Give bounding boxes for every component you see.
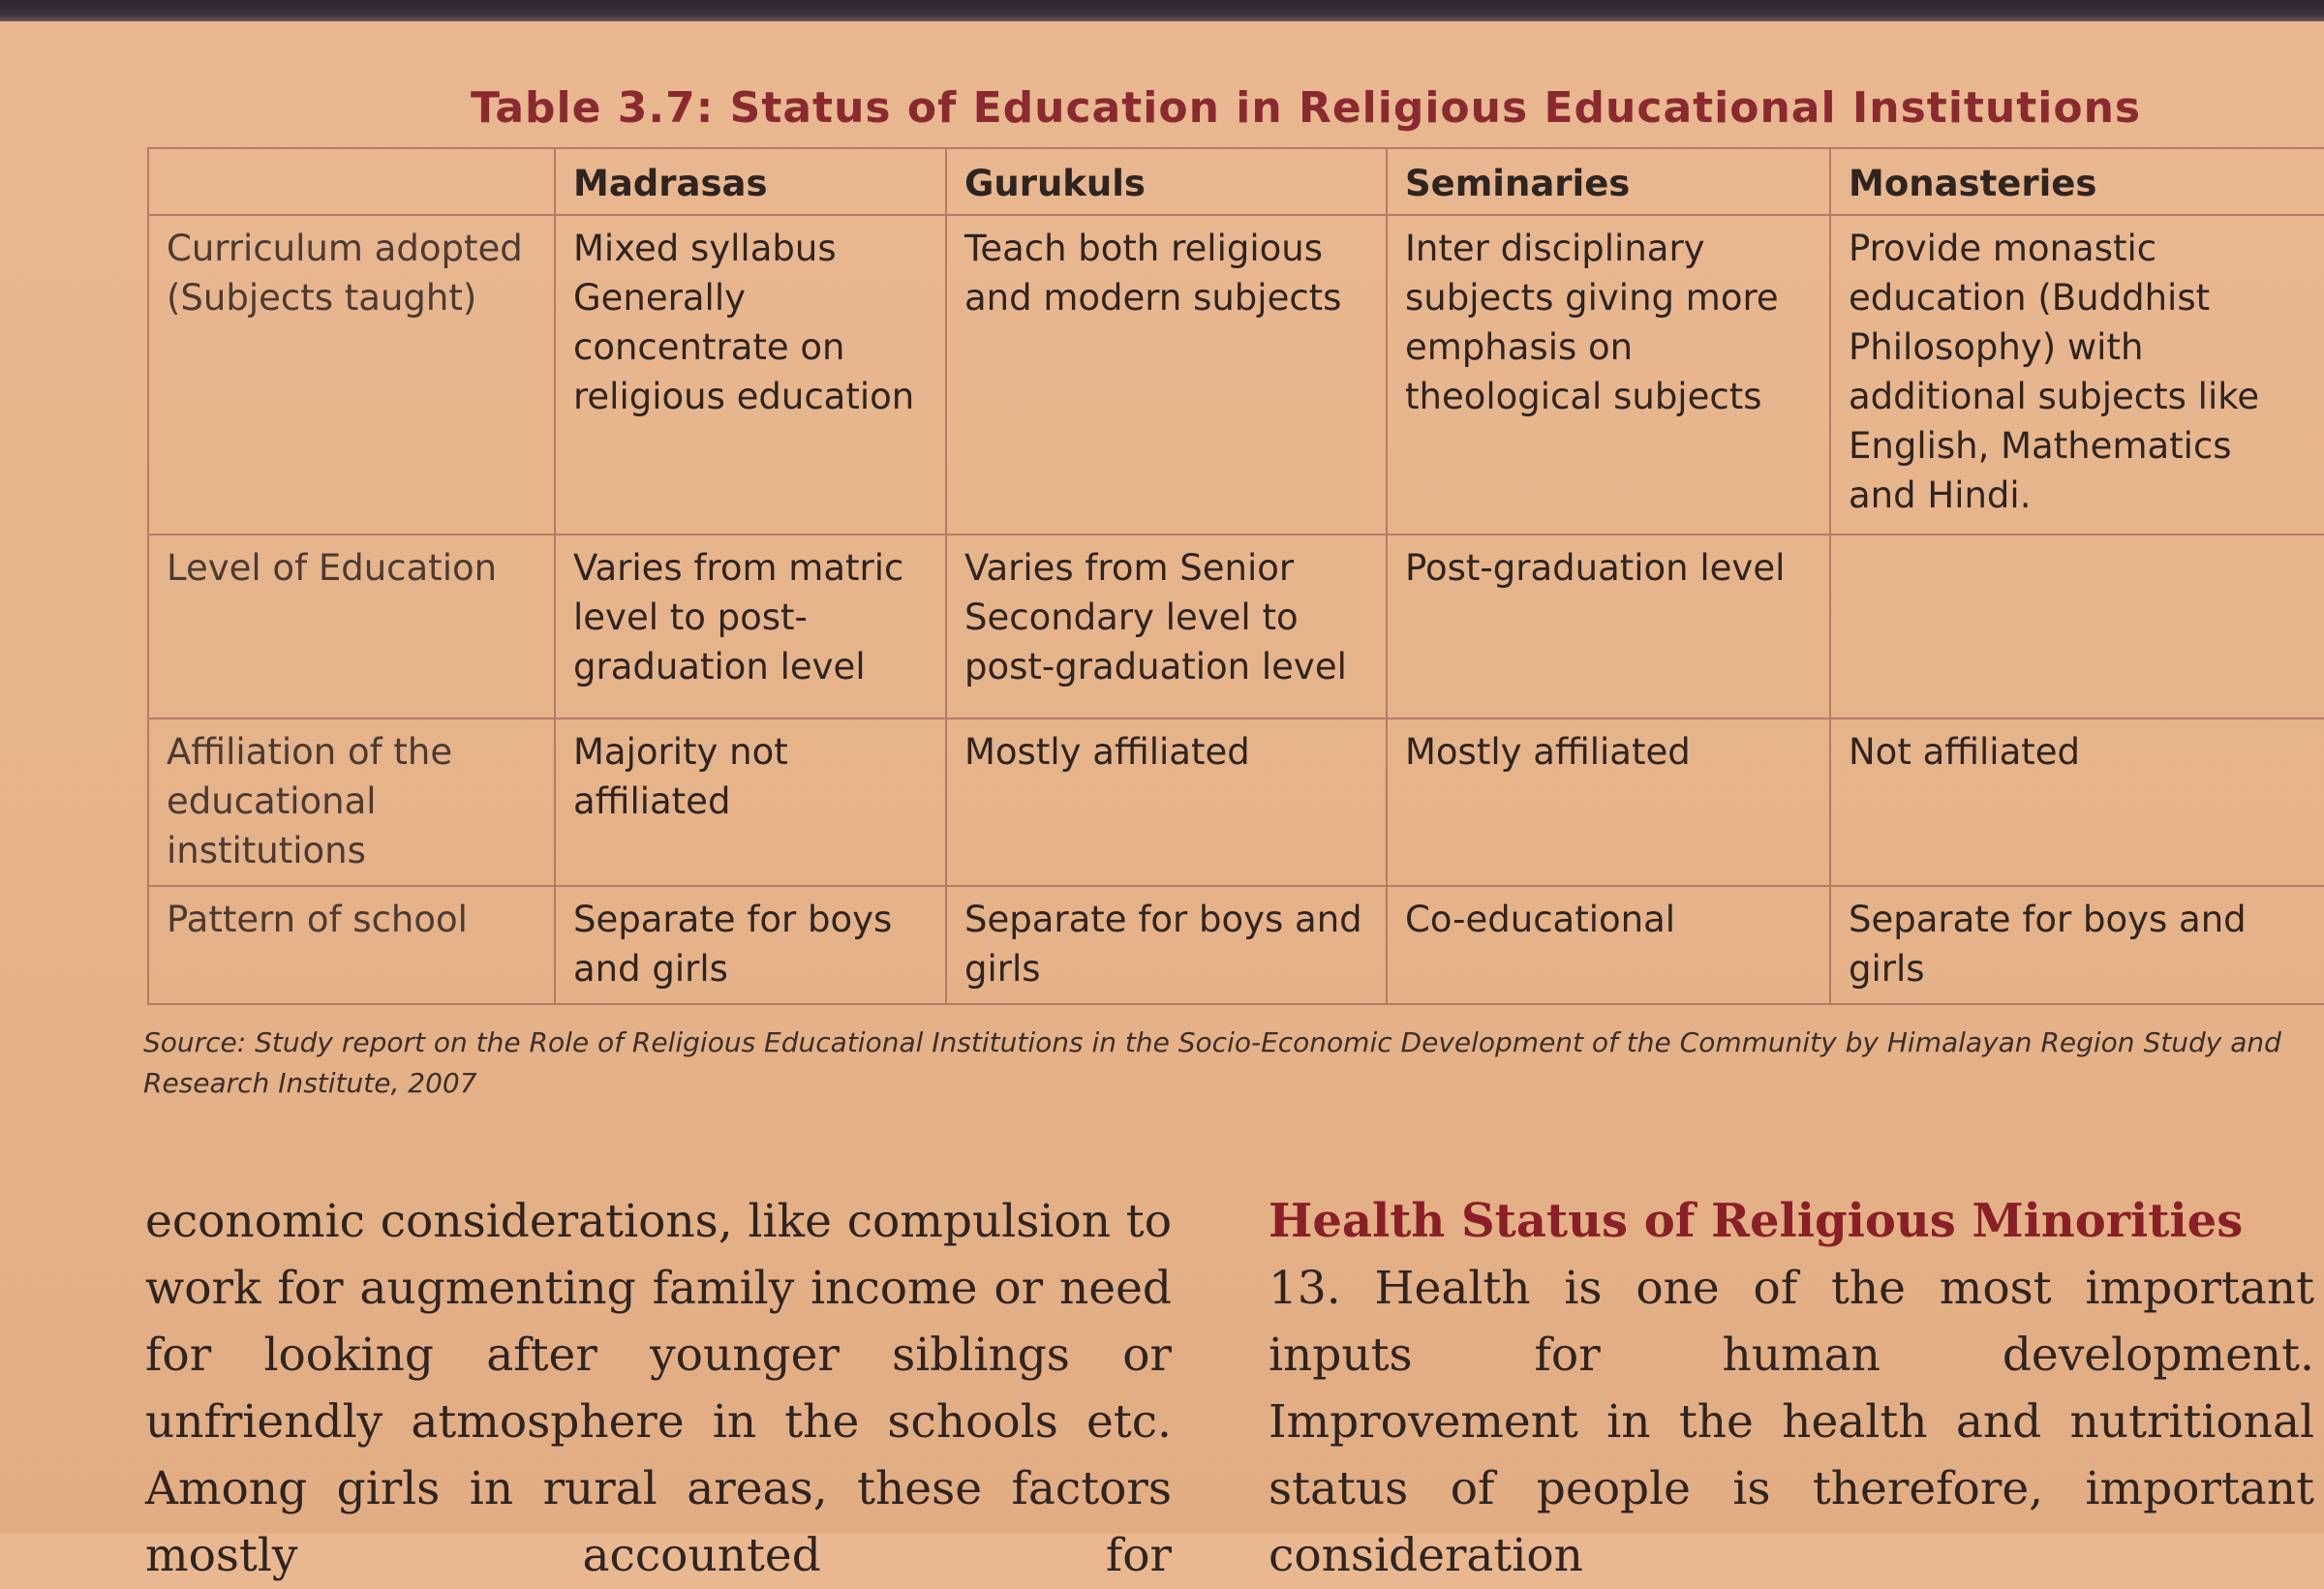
row-label: Affiliation of the educational institutions (148, 718, 555, 886)
table-cell: Not affiliated (1830, 718, 2324, 886)
table-cell: Varies from matric level to post-graduation level (555, 535, 946, 718)
table-cell: Co-educational (1387, 886, 1830, 1004)
table-cell: Provide monastic education (Buddhist Philosophy) with additional subjects like English, Mathematics and Hindi. (1830, 215, 2324, 535)
table-header-row (148, 148, 2324, 215)
table-cell: Mostly affiliated (1387, 718, 1830, 886)
body-text-left-column: economic considerations, like compulsion to work for augmenting family income or need for looking after younger siblings or unfriendly atmosphere in the schools etc. Among girls in rural areas, these factors mostly accounted for (145, 1195, 1172, 1582)
status-table (147, 147, 2324, 1005)
header-monasteries: Monasteries (1830, 148, 2324, 215)
table-cell: Mostly affiliated (946, 718, 1387, 886)
section-heading: Health Status of Religious Minorities (1269, 1194, 2244, 1248)
table-title: Table 3.7: Status of Education in Religious Educational Institutions (471, 83, 2142, 133)
row-label: Level of Education (148, 535, 555, 718)
table-cell: Mixed syllabus Generally concentrate on religious education (555, 215, 946, 535)
header-cell-blank (148, 148, 555, 215)
table-cell: Separate for boys and girls (1830, 886, 2324, 1004)
table-cell: Separate for boys and girls (946, 886, 1387, 1004)
table-cell: Majority not affiliated (555, 718, 946, 886)
table-row-curriculum (148, 215, 2324, 535)
table-cell: Teach both religious and modern subjects (946, 215, 1387, 535)
header-gurukuls: Gurukuls (946, 148, 1387, 215)
table-cell: Varies from Senior Secondary level to post-graduation level (946, 535, 1387, 718)
right-column (1269, 1188, 2314, 1589)
header-madrasas: Madrasas (555, 148, 946, 215)
header-seminaries: Seminaries (1387, 148, 1830, 215)
table-row-pattern (148, 886, 2324, 1004)
row-label: Curriculum adopted (Subjects taught) (148, 215, 555, 535)
table-row-affiliation (148, 718, 2324, 886)
table-cell (1830, 535, 2324, 718)
row-label: Pattern of school (148, 886, 555, 1004)
top-edge-shadow (0, 0, 2324, 21)
table-source-note: Source: Study report on the Role of Religious Educational Institutions in the Socio-Economic Development of the Community by Himalayan Region Study and Research Institute, 2007 (143, 1026, 2281, 1099)
table-cell: Separate for boys and girls (555, 886, 946, 1004)
table-cell: Inter disciplinary subjects giving more emphasis on theological subjects (1387, 215, 1830, 535)
table-row-level (148, 535, 2324, 718)
table-cell: Post-graduation level (1387, 535, 1830, 718)
document-page (0, 21, 2324, 1582)
body-text-right-column: 13. Health is one of the most important inputs for human development. Improvement in the health and nutritional status of people is therefore, important consideration (1269, 1262, 2314, 1582)
